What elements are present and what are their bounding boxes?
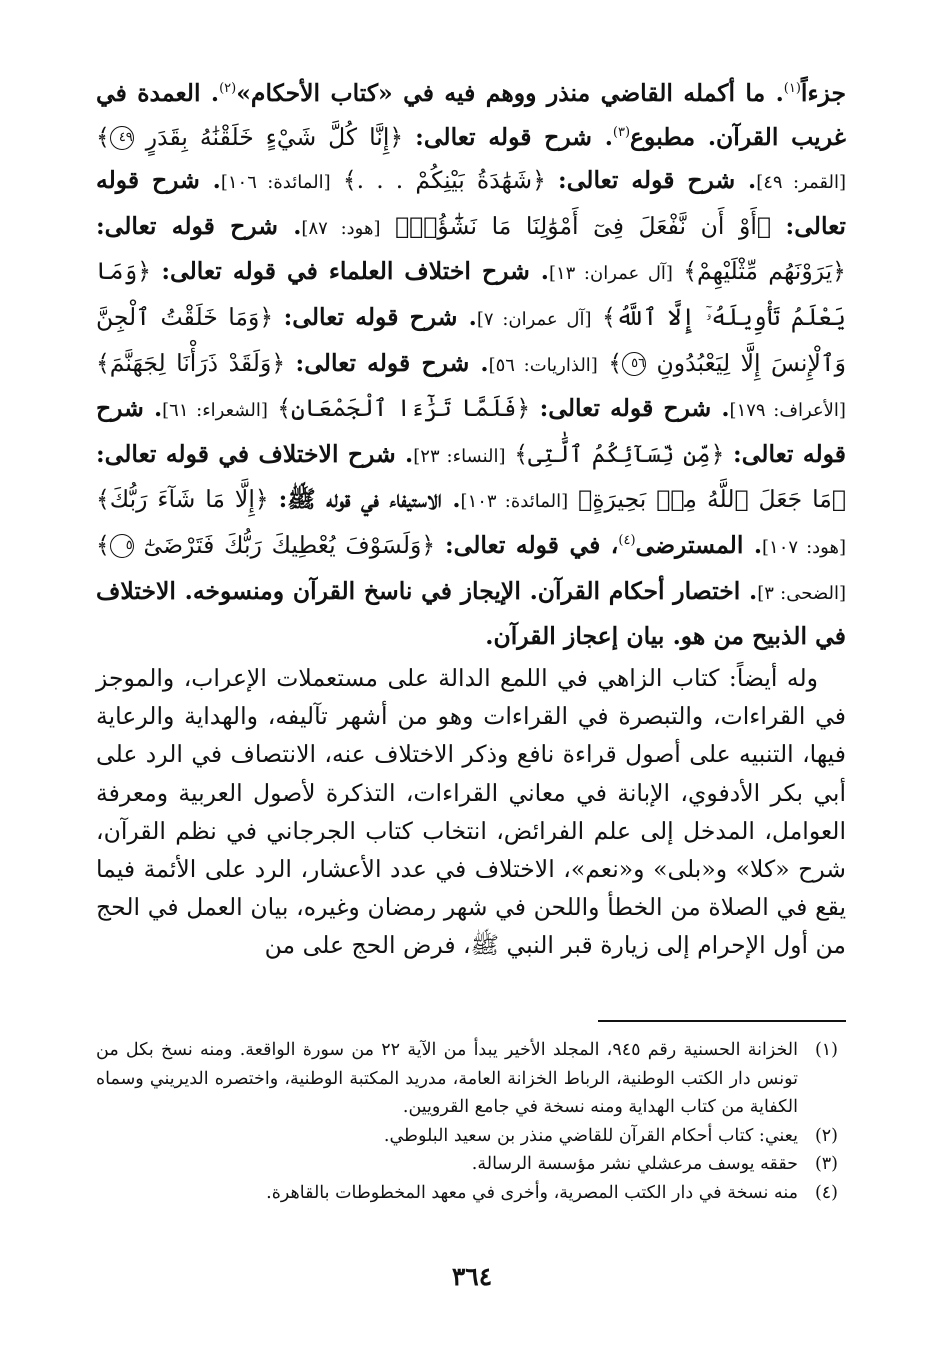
list-text: . شرح قوله تعالى:: [96, 211, 302, 240]
footnote-separator: [598, 1020, 846, 1022]
ayah-number-marker: ٥٦: [622, 352, 646, 376]
list-text: . شرح قوله تعالى:: [415, 122, 613, 151]
ayah-number-marker: ٤٩: [110, 126, 134, 150]
list-text: . شرح قوله تعالى:: [295, 348, 489, 377]
body-paragraph-container: [96, 659, 846, 965]
list-text: . شرح الاختلاف في قوله تعالى:: [96, 439, 414, 468]
verse-reference: [النساء: ٢٣]: [413, 445, 506, 467]
body-paragraph: وله أيضاً: كتاب الزاهي في اللمع الدالة على مستعملات الإعراب، والموجز في القراءات، والتبصرة في القراءات وهو من أشهر تآليفه، والهداية والرعاية فيها، التنبيه على أصول قراءة نافع وذكر الاختلاف عنه، الانتصاف في الرد على أبي بكر الأدفوي، الإبانة في معاني القراءات، التذكرة لأصول العربية ومعرفة العوامل، المدخل إلى علم الفرائض، انتخاب كتاب الجرجاني في نظم القرآن، شرح «كلا» و«بلى» و«نعم»، الاختلاف في عدد الأعشار، الرد على الأئمة فيما يقع في الصلاة من الخطأ واللحن في شهر رمضان وغيره، بيان العمل في الحج من أول الإحرام إلى زيارة قبر النبي ﷺ، فرض الحج على من: [96, 664, 846, 960]
list-text: . العمدة في غريب القرآن. مطبوع: [96, 79, 846, 151]
footnote-ref-2[interactable]: (٢): [219, 81, 237, 96]
quran-quote: ﴿وَمَا يَعْلَمُ تَأْوِيلَهُۥٓ إِلَّا ٱللَّهُ﴾: [96, 257, 846, 331]
footnotes: [96, 1036, 846, 1207]
quran-quote-end: ﴾: [96, 122, 110, 151]
verse-reference: [آل عمران: ١٣]: [548, 263, 673, 285]
list-text: . شرح قوله تعالى:: [96, 394, 846, 468]
verse-reference: [المائدة: ١٠٦]: [220, 172, 331, 194]
footnote-ref-3[interactable]: (٣): [612, 124, 631, 140]
footnote-1: [96, 1036, 846, 1122]
list-text: . الاستيفاء في قوله ﷺ:: [278, 485, 461, 514]
list-text: . ما أكمله القاضي منذر ووهم فيه في «كتاب الأحكام»: [236, 79, 784, 107]
footnote-2: [96, 1122, 846, 1151]
quran-quote-end: ﴾: [608, 348, 623, 377]
quran-quote: ﴿إِنَّا كُلَّ شَيْءٍ خَلَقْنَٰهُ بِقَدَرٍ: [145, 122, 404, 151]
quran-quote: ﴿مَا جَعَلَ ٱللَّهُ مِنۢ بَحِيرَةٍ﴾: [578, 485, 846, 514]
footnote-text: يعني: كتاب أحكام القرآن للقاضي منذر بن سعيد البلوطي.: [383, 1125, 798, 1146]
quran-quote: ﴿وَلَقَدْ ذَرَأْنَا لِجَهَنَّمَ﴾: [96, 348, 286, 377]
list-text: جزءاً: [800, 79, 846, 107]
quran-quote: ﴿أَوْ أَن نَّفْعَلَ فِىٓ أَمْوَٰلِنَا مَا نَشَٰٓؤُا۟﴾: [395, 211, 771, 240]
quran-quote: ﴿وَلَسَوْفَ يُعْطِيكَ رَبُّكَ فَتَرْضَىٰٓ: [143, 530, 436, 559]
page-number: ٣٦٤: [451, 1262, 493, 1291]
verse-reference: [هود: ٨٧]: [301, 217, 381, 239]
footnote-text: الخزانة الحسنية رقم ٩٤٥، المجلد الأخير يبدأ من الآية ٢٢ من سورة الواقعة. ومنه نسخ بكل من تونس دار الكتب الوطنية، الرباط الخزانة العامة، مدريد المكتبة الوطنية، واختصره الديريني وسماه الكفاية من كتاب الهداية ومنه نسخة في جامع القرويين.: [96, 1040, 798, 1117]
ayah-number-marker: ٥: [110, 534, 134, 558]
list-text: . شرح قوله تعالى:: [539, 394, 730, 423]
footnote-3: [96, 1150, 846, 1179]
footnote-number: (٢): [814, 1125, 838, 1146]
list-text: . شرح قوله تعالى:: [96, 166, 846, 240]
quran-quote-end: ﴾: [96, 530, 110, 559]
quran-quote: ﴿إِلَّا مَا شَآءَ رَبُّكَ﴾: [96, 485, 269, 514]
footnote-number: (١): [814, 1040, 838, 1060]
list-text: . المسترضى: [635, 530, 763, 559]
list-text: . شرح قوله تعالى:: [283, 302, 477, 331]
footnote-ref-4[interactable]: (٤): [618, 532, 636, 548]
quran-quote: ﴿شَهَٰدَةُ بَيْنِكُمْ . . .﴾: [342, 166, 546, 195]
footnote-text: حققه يوسف مرعشلي نشر مؤسسة الرسالة.: [471, 1154, 798, 1174]
quran-quote: ﴿يَرَوْنَهُم مِّثْلَيْهِمْ﴾: [683, 257, 846, 286]
verse-reference: [الشعراء: ٦١]: [162, 400, 268, 422]
quran-quote: ﴿وَمَا خَلَقْتُ ٱلْجِنَّ وَٱلْإِنسَ إِلَّا لِيَعْبُدُونِ: [96, 302, 846, 377]
footnote-4: [96, 1179, 846, 1208]
verse-reference: [الضحى: ٣]: [757, 582, 846, 604]
footnote-ref-1[interactable]: (١): [783, 81, 801, 96]
footnote-number: (٣): [814, 1154, 838, 1174]
footnote-text: منه نسخة في دار الكتب المصرية، وأخرى في معهد المخطوطات بالقاهرة.: [266, 1182, 798, 1203]
verse-reference: [آل عمران: ٧]: [476, 308, 592, 330]
verse-reference: [هود: ١٠٧]: [762, 536, 846, 558]
list-text: . شرح قوله تعالى:: [558, 166, 757, 195]
verse-reference: [الأعراف: ١٧٩]: [729, 400, 846, 422]
verse-reference: [الذاريات: ٥٦]: [488, 354, 598, 376]
verse-reference: [القمر: ٤٩]: [756, 172, 846, 194]
list-text: . اختصار أحكام القرآن. الإيجاز في ناسخ القرآن ومنسوخه. الاختلاف في الذبيح من هو. بيان إعجاز القرآن.: [96, 576, 846, 651]
works-list-paragraph: [96, 72, 846, 659]
list-text: ، في قوله تعالى:: [444, 530, 619, 559]
quran-quote: ﴿مِّن نِّسَآئِكُمُ ٱلَّٰتِى﴾: [514, 439, 725, 468]
verse-reference: [المائدة: ١٠٣]: [460, 491, 569, 513]
footnote-number: (٤): [814, 1182, 838, 1203]
quran-quote: ﴿فَلَمَّا تَرَٰٓءَا ٱلْجَمْعَانِ﴾: [277, 394, 531, 423]
list-text: . شرح اختلاف العلماء في قوله تعالى:: [161, 257, 549, 286]
